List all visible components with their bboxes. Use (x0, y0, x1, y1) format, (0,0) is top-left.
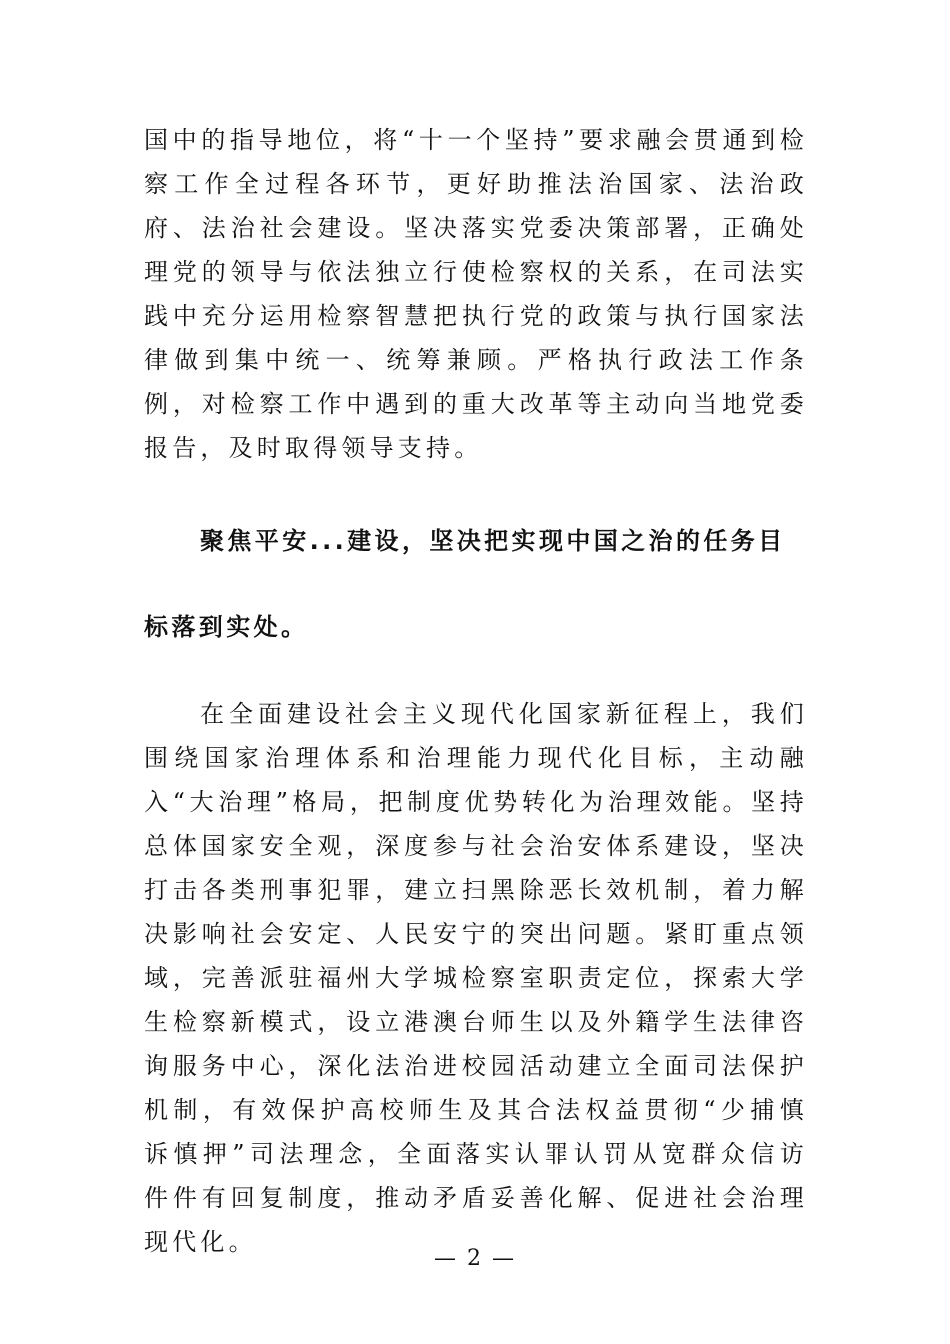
section-heading: 聚焦平安...建设，坚决把实现中国之治的任务目标落到实处。 (144, 527, 786, 641)
paragraph-2: 在全面建设社会主义现代化国家新征程上，我们围绕国家治理体系和治理能力现代化目标，主动融入“大治理”格局，把制度优势转化为治理效能。坚持总体国家安全观，深度参与社会治安体系建设，坚决打击各类刑事犯罪，建立扫黑除恶长效机制，着力解决影响社会安定、人民安宁的突出问题。紧盯重点领域，完善派驻福州大学城检察室职责定位，探索大学生检察新模式，设立港澳台师生以及外籍学生法律咨询服务中心，深化法治进校园活动建立全面司法保护机制，有效保护高校师生及其合法权益贯彻“少捕慎诉慎押”司法理念，全面落实认罪认罚从宽群众信访件件有回复制度，推动矛盾妥善化解、促进社会治理现代化。 (144, 700, 808, 1256)
paragraph-spacer (144, 470, 808, 498)
heading-spacer (144, 670, 808, 692)
page-number: — 2 — (434, 1246, 516, 1271)
document-body (144, 118, 808, 1264)
paragraph-1: 国中的指导地位，将“十一个坚持”要求融会贯通到检察工作全过程各环节，更好助推法治国家、法治政府、法治社会建设。坚决落实党委决策部署，正确处理党的领导与依法独立行使检察权的关系，在司法实践中充分运用检察智慧把执行党的政策与执行国家法律做到集中统一、统筹兼顾。严格执行政法工作条例，对检察工作中遇到的重大改革等主动向当地党委报告，及时取得领导支持。 (144, 126, 808, 462)
